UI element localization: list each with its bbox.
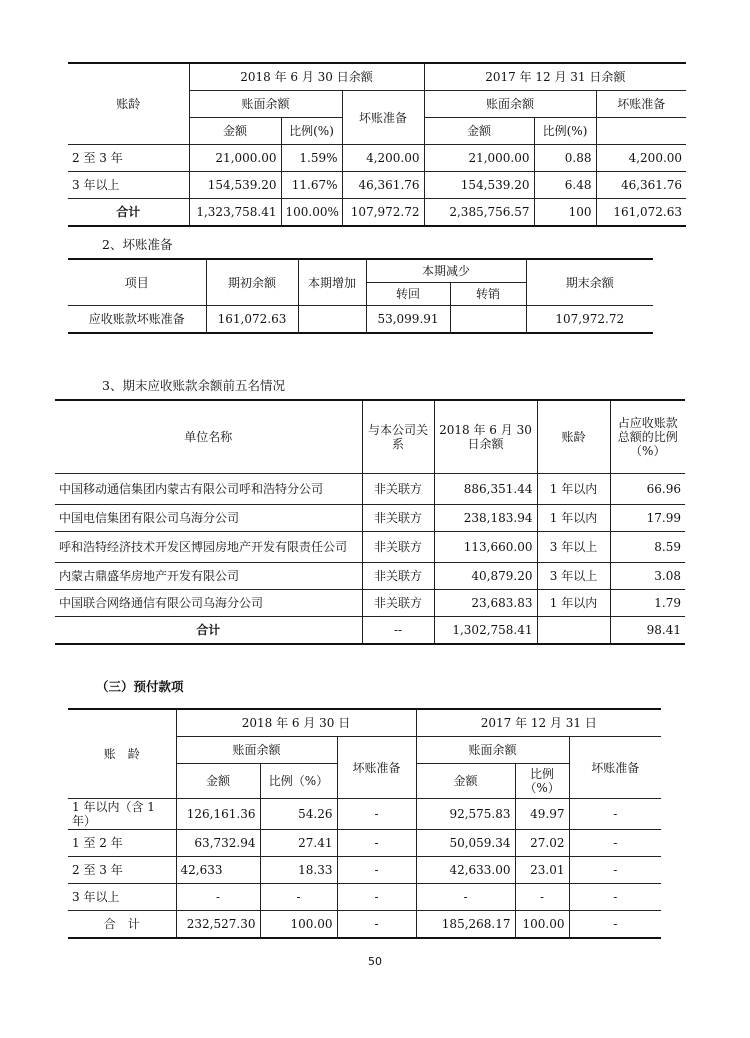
table-row: 1 年以内（含 1 年） 126,161.36 54.26 - 92,575.83 49.97 -: [68, 799, 661, 830]
header-percent: 占应收账款总额的比例（%）: [610, 400, 685, 474]
page-number: 50: [368, 955, 382, 968]
table-row: 3 年以上 154,539.20 11.67% 46,361.76 154,539.20 6.48 46,361.76: [68, 172, 686, 199]
header-ratio-2017: 比例（%）: [515, 764, 569, 799]
section-title-bad-debt: 2、坏账准备: [102, 237, 173, 252]
section-title-prepayments: （三）预付款项: [96, 679, 184, 694]
header-writeoff: 转销: [450, 283, 526, 306]
table-row: 中国移动通信集团内蒙古有限公司呼和浩特分公司 非关联方 886,351.44 1 年以内 66.96: [55, 474, 685, 505]
aging-table: [68, 62, 686, 227]
header-decrease: 本期减少: [366, 259, 526, 283]
header-2018: 2018 年 6 月 30 日: [176, 709, 416, 737]
header-book-2017: 账面余额: [416, 737, 569, 764]
table-row: 2 至 3 年 42,633 18.33 - 42,633.00 23.01 -: [68, 857, 661, 884]
header-amount-2018: 金额: [189, 118, 281, 145]
header-bad-2018: 坏账准备: [342, 91, 424, 145]
header-amount-2017: 金额: [424, 118, 534, 145]
total-row: 合 计 232,527.30 100.00 - 185,268.17 100.00 -: [68, 911, 661, 939]
header-2017: 2017 年 12 月 31 日: [416, 709, 661, 737]
table-row: 内蒙古鼎盛华房地产开发有限公司 非关联方 40,879.20 3 年以上 3.08: [55, 563, 685, 590]
header-open: 期初余额: [206, 259, 298, 306]
header-ratio-2018: 比例（%）: [260, 764, 337, 799]
header-age: 账龄: [68, 63, 189, 145]
section-title-top-five: 3、期末应收账款余额前五名情况: [102, 378, 285, 393]
header-bad-2017: 坏账准备: [569, 737, 661, 799]
header-close: 期末余额: [526, 259, 653, 306]
header-item: 项目: [68, 259, 206, 306]
table-row: 1 至 2 年 63,732.94 27.41 - 50,059.34 27.02 -: [68, 830, 661, 857]
header-book-2017: 账面余额: [424, 91, 596, 118]
header-book-2018: 账面余额: [189, 91, 342, 118]
prepayment-table: [68, 708, 661, 939]
total-row: 合计 -- 1,302,758.41 98.41: [55, 617, 685, 645]
header-2017: 2017 年 12 月 31 日余额: [424, 63, 686, 91]
table-row: 呼和浩特经济技术开发区博园房地产开发有限责任公司 非关联方 113,660.00 3 年以上 8.59: [55, 532, 685, 563]
header-increase: 本期增加: [298, 259, 366, 306]
header-blank: [596, 118, 686, 145]
table-row: 中国电信集团有限公司乌海分公司 非关联方 238,183.94 1 年以内 17.99: [55, 505, 685, 532]
table-row: 2 至 3 年 21,000.00 1.59% 4,200.00 21,000.00 0.88 4,200.00: [68, 145, 686, 172]
header-ratio-2017: 比例(%): [534, 118, 596, 145]
bad-debt-table: [68, 258, 653, 334]
header-bad-2018: 坏账准备: [337, 737, 416, 799]
total-row: 合计 1,323,758.41 100.00% 107,972.72 2,385,756.57 100 161,072.63: [68, 199, 686, 227]
header-bad-2017: 坏账准备: [596, 91, 686, 118]
header-amount-2018: 金额: [176, 764, 260, 799]
header-age: 账 龄: [68, 709, 176, 799]
header-reversal: 转回: [366, 283, 450, 306]
top-five-table: [55, 399, 685, 645]
header-2018: 2018 年 6 月 30 日余额: [189, 63, 424, 91]
header-age: 账龄: [537, 400, 610, 474]
table-row: 3 年以上 - - - - - -: [68, 884, 661, 911]
table-row: 应收账款坏账准备 161,072.63 53,099.91 107,972.72: [68, 306, 653, 334]
header-amount-2017: 金额: [416, 764, 515, 799]
header-ratio-2018: 比例(%): [281, 118, 342, 145]
header-relation: 与本公司关系: [362, 400, 434, 474]
header-balance: 2018 年 6 月 30 日余额: [434, 400, 537, 474]
header-company: 单位名称: [55, 400, 362, 474]
table-row: 中国联合网络通信有限公司乌海分公司 非关联方 23,683.83 1 年以内 1.79: [55, 590, 685, 617]
header-book-2018: 账面余额: [176, 737, 337, 764]
